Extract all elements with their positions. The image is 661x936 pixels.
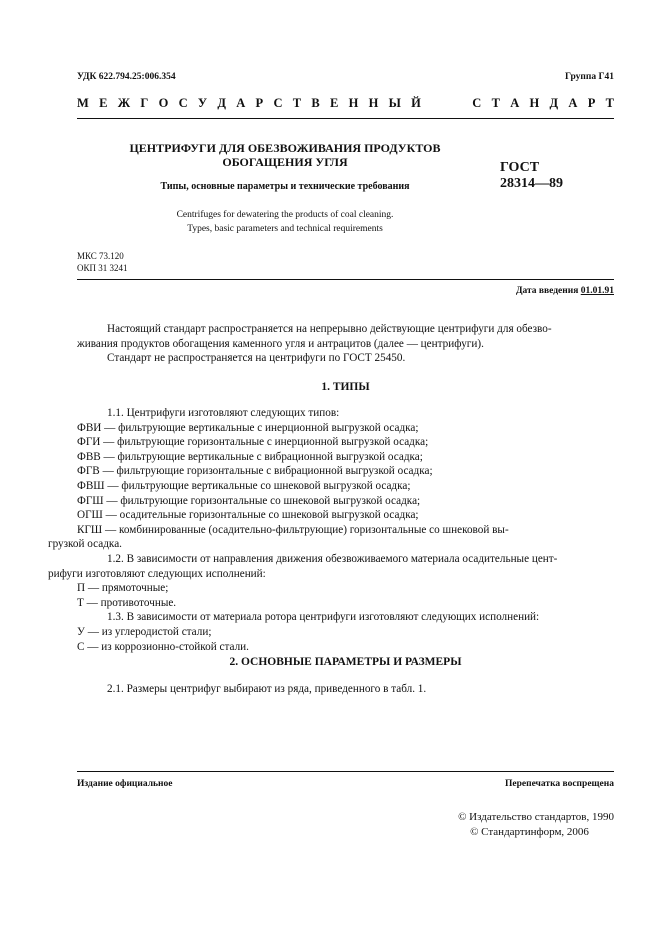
intro-line: Настоящий стандарт распространяется на непрерывно действующие центрифуги для обезво- xyxy=(107,323,552,335)
section-1-line: ФВШ — фильтрующие вертикальные со шнековой выгрузкой осадка; xyxy=(77,479,411,492)
okp-code: ОКП 31 3241 xyxy=(77,263,128,273)
section-1-line: ФГШ — фильтрующие горизонтальные со шнековой выгрузкой осадка; xyxy=(77,494,421,507)
section-1-line: ОГШ — осадительные горизонтальные со шнековой выгрузкой осадка; xyxy=(77,509,419,522)
codes-divider xyxy=(77,279,614,280)
interstate-standard-banner: М Е Ж Г О С У Д А Р С Т В Е Н Н Ы Й С Т А Н Д А Р Т xyxy=(77,96,614,110)
section-1-line: ФГИ — фильтрующие горизонтальные с инерционной выгрузкой осадка; xyxy=(77,436,429,449)
title-line-2: ОБОГАЩЕНИЯ УГЛЯ xyxy=(222,155,348,169)
title-line-1: ЦЕНТРИФУГИ ДЛЯ ОБЕЗВОЖИВАНИЯ ПРОДУКТОВ xyxy=(129,141,441,155)
copyright-line-2: © Стандартинформ, 2006 xyxy=(470,825,589,838)
introduction-date xyxy=(516,286,614,296)
footer-divider xyxy=(77,771,614,772)
document-subtitle: Типы, основные параметры и технические требования xyxy=(160,181,410,192)
classification-codes xyxy=(77,250,128,274)
intro-paragraph xyxy=(77,322,614,366)
intro-line: Стандарт не распространяется на центрифуги по ГОСТ 25450. xyxy=(107,352,406,365)
introduction-date-value: 01.01.91 xyxy=(580,286,614,296)
section-1-line: С — из коррозионно-стойкой стали. xyxy=(77,640,249,653)
reprint-prohibited-label: Перепечатка воспрещена xyxy=(504,779,614,789)
official-edition-label: Издание официальное xyxy=(77,779,173,789)
gost-number: 28314—89 xyxy=(500,176,563,191)
section-1-line: рифуги изготовляют следующих исполнений: xyxy=(48,567,266,580)
section-1-heading: 1. ТИПЫ xyxy=(321,381,370,393)
section-1-body xyxy=(48,406,614,654)
copyright-line-1: © Издательство стандартов, 1990 xyxy=(458,811,614,823)
section-1-line: 1.2. В зависимости от направления движения обезвоживаемого материала осадительные цент- xyxy=(107,552,558,565)
english-title xyxy=(100,208,470,236)
section-1-line: 1.3. В зависимости от материала ротора центрифуги изготовляют следующих исполнений: xyxy=(107,611,540,624)
gost-designation xyxy=(500,160,563,192)
section-2-line: 2.1. Размеры центрифуг выбирают из ряда, приведенного в табл. 1. xyxy=(107,683,427,695)
document-title xyxy=(100,141,470,169)
english-title-line-2: Types, basic parameters and technical requirements xyxy=(187,224,383,234)
section-1-line: 1.1. Центрифуги изготовляют следующих типов: xyxy=(107,407,340,419)
udk-code: УДК 622.794.25:006.354 xyxy=(77,72,176,82)
group-code: Группа Г41 xyxy=(565,72,614,82)
section-1-line: ФГВ — фильтрующие горизонтальные с вибрационной выгрузкой осадка; xyxy=(77,465,433,478)
copyright-block xyxy=(458,810,614,839)
section-1-line: П — прямоточные; xyxy=(77,582,169,595)
section-1-line: ФВИ — фильтрующие вертикальные с инерционной выгрузкой осадка; xyxy=(77,421,419,434)
mks-code: МКС 73.120 xyxy=(77,251,124,261)
section-2-body xyxy=(77,682,614,697)
section-1-line: У — из углеродистой стали; xyxy=(77,625,212,638)
section-1-line: КГШ — комбинированные (осадительно-фильтрующие) горизонтальные со шнековой вы- xyxy=(77,523,509,536)
section-1-line: Т — противоточные. xyxy=(77,596,177,609)
section-1-line: грузкой осадка. xyxy=(48,538,122,551)
header-divider xyxy=(77,118,614,119)
section-1-line: ФВВ — фильтрующие вертикальные с вибрационной выгрузкой осадка; xyxy=(77,450,423,463)
section-2-heading: 2. ОСНОВНЫЕ ПАРАМЕТРЫ И РАЗМЕРЫ xyxy=(229,656,462,668)
english-title-line-1: Centrifuges for dewatering the products of coal cleaning. xyxy=(176,210,394,220)
intro-line: живания продуктов обогащения каменного угля и антрацитов (далее — центрифуги). xyxy=(77,337,484,350)
gost-label: ГОСТ xyxy=(500,160,540,175)
introduction-date-label: Дата введения xyxy=(515,286,579,296)
